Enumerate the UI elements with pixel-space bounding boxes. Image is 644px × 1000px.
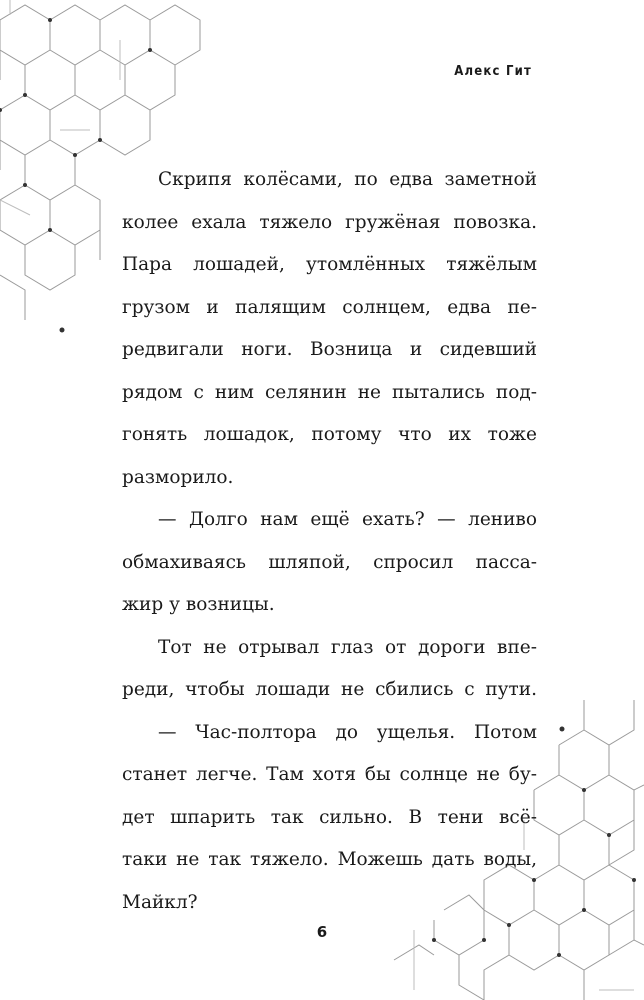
text-line: жир у возницы. [122, 594, 275, 615]
text-line: станет легче. Там хотя бы солнце не бу- [122, 764, 537, 785]
text-line: Тот не отрывал глаз от дороги впе- [158, 636, 537, 658]
text-line: — Долго нам ещё ехать? — лениво [158, 509, 537, 530]
running-head-author: Алекс Гит [454, 64, 532, 79]
text-line: реди, чтобы лошади не сбились с пути. [122, 679, 537, 700]
text-line: Пара лошадей, утомлённых тяжёлым [122, 254, 537, 275]
text-line: обмахиваясь шляпой, спросил пасса- [122, 551, 537, 573]
text-line: рядом с ним селянин не пытались под- [122, 381, 537, 403]
text-line: разморило. [122, 466, 234, 488]
text-line: редвигали ноги. Возница и сидевший [122, 339, 537, 360]
text-line: Майкл? [122, 891, 198, 913]
text-line: таки не так тяжело. Можешь дать воды, [122, 849, 537, 870]
text-line: гонять лошадок, потому что их тоже [122, 424, 537, 445]
page-number: 6 [316, 923, 328, 941]
text-line: колее ехала тяжело гружёная повозка. [122, 211, 537, 233]
text-line: грузом и палящим солнцем, едва пе- [122, 296, 537, 318]
text-line: Скрипя колёсами, по едва заметной [158, 169, 537, 190]
text-line: дет шпарить так сильно. В тени всё- [122, 806, 537, 828]
text-line: — Час-полтора до ущелья. Потом [158, 721, 537, 743]
body-text [122, 159, 537, 924]
